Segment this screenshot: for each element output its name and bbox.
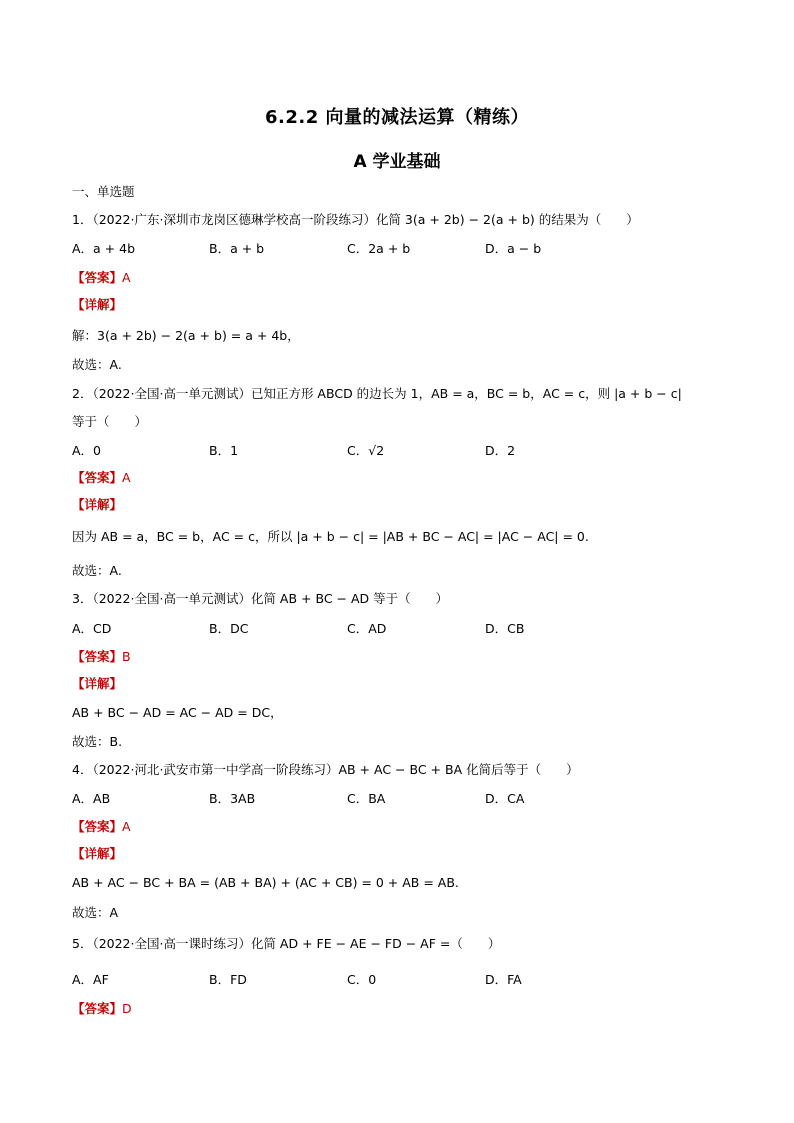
question-1-stem: 1．（2022·广东·深圳市龙岗区德琳学校高一阶段练习）化简 3(a + 2b) − 2(a + b) 的结果为（ ） xyxy=(72,212,639,227)
detail-label: 【详解】 xyxy=(72,676,123,691)
question-3-option-d: D．CB xyxy=(485,621,525,636)
answer-label: 【答案】 xyxy=(72,470,123,485)
detail-label: 【详解】 xyxy=(72,497,123,512)
question-5-answer xyxy=(72,1000,132,1018)
question-5-option-a: A．AF xyxy=(72,972,109,987)
question-1-answer xyxy=(72,269,131,287)
answer-value: B xyxy=(122,649,131,664)
question-3-detail: AB + BC − AD = AC − AD = DC， xyxy=(72,705,283,720)
section-subtitle: A 学业基础 xyxy=(353,152,441,172)
question-5-option-d: D．FA xyxy=(485,972,522,987)
question-4-option-d: D．CA xyxy=(485,791,525,806)
question-1-detail-label xyxy=(72,296,122,314)
question-1-option-c: C．2a + b xyxy=(347,241,411,256)
question-2-option-d: D．2 xyxy=(485,443,516,458)
question-2-conclusion: 故选：A. xyxy=(72,563,122,578)
question-5-option-c: C．0 xyxy=(347,972,377,987)
question-3-detail-label xyxy=(72,675,122,693)
question-4-option-b: B．3AB xyxy=(209,791,256,806)
question-1-detail: 解：3(a + 2b) − 2(a + b) = a + 4b， xyxy=(72,328,300,343)
page-title: 6.2.2 向量的减法运算（精练） xyxy=(264,107,529,128)
question-4-detail-label xyxy=(72,845,122,863)
question-4-stem: 4．（2022·河北·武安市第一中学高一阶段练习）AB + AC − BC + BA 化简后等于（ ） xyxy=(72,762,579,777)
question-2-answer xyxy=(72,469,131,487)
question-2-option-c: C．√2 xyxy=(347,443,385,458)
question-2-stem-continued: 等于（ ） xyxy=(72,414,148,429)
question-5-stem: 5．（2022·全国·高一课时练习）化简 AD + FE − AE − FD − AF =（ ） xyxy=(72,936,501,951)
answer-value: A xyxy=(122,270,131,285)
section-heading: 一、单选题 xyxy=(72,184,135,199)
detail-label: 【详解】 xyxy=(72,297,123,312)
question-1-option-a: A．a + 4b xyxy=(72,241,136,256)
question-3-answer xyxy=(72,648,131,666)
answer-value: D xyxy=(122,1001,132,1016)
answer-value: A xyxy=(122,470,131,485)
question-3-option-a: A．CD xyxy=(72,621,112,636)
question-2-detail: 因为 AB = a，BC = b，AC = c，所以 |a + b − c| = |AB + BC − AC| = |AC − AC| = 0. xyxy=(72,529,589,544)
question-2-option-b: B．1 xyxy=(209,443,239,458)
question-4-conclusion: 故选：A xyxy=(72,905,119,920)
question-4-answer xyxy=(72,818,131,836)
question-5-option-b: B．FD xyxy=(209,972,247,987)
question-1-option-b: B．a + b xyxy=(209,241,265,256)
answer-label: 【答案】 xyxy=(72,270,123,285)
question-1-conclusion: 故选：A. xyxy=(72,357,122,372)
question-3-conclusion: 故选：B. xyxy=(72,734,123,749)
question-1-option-d: D．a − b xyxy=(485,241,542,256)
question-3-stem: 3．（2022·全国·高一单元测试）化简 AB + BC − AD 等于（ ） xyxy=(72,591,449,606)
answer-label: 【答案】 xyxy=(72,819,123,834)
answer-label: 【答案】 xyxy=(72,1001,123,1016)
answer-label: 【答案】 xyxy=(72,649,123,664)
answer-value: A xyxy=(122,819,131,834)
question-4-option-c: C．BA xyxy=(347,791,386,806)
question-2-detail-label xyxy=(72,496,122,514)
question-2-option-a: A．0 xyxy=(72,443,102,458)
detail-label: 【详解】 xyxy=(72,846,123,861)
question-4-option-a: A．AB xyxy=(72,791,111,806)
question-4-detail: AB + AC − BC + BA = (AB + BA) + (AC + CB) = 0 + AB = AB. xyxy=(72,875,459,890)
question-3-option-b: B．DC xyxy=(209,621,249,636)
question-2-stem: 2．（2022·全国·高一单元测试）已知正方形 ABCD 的边长为 1，AB = a，BC = b，AC = c，则 |a + b − c| xyxy=(72,386,682,401)
question-3-option-c: C．AD xyxy=(347,621,387,636)
